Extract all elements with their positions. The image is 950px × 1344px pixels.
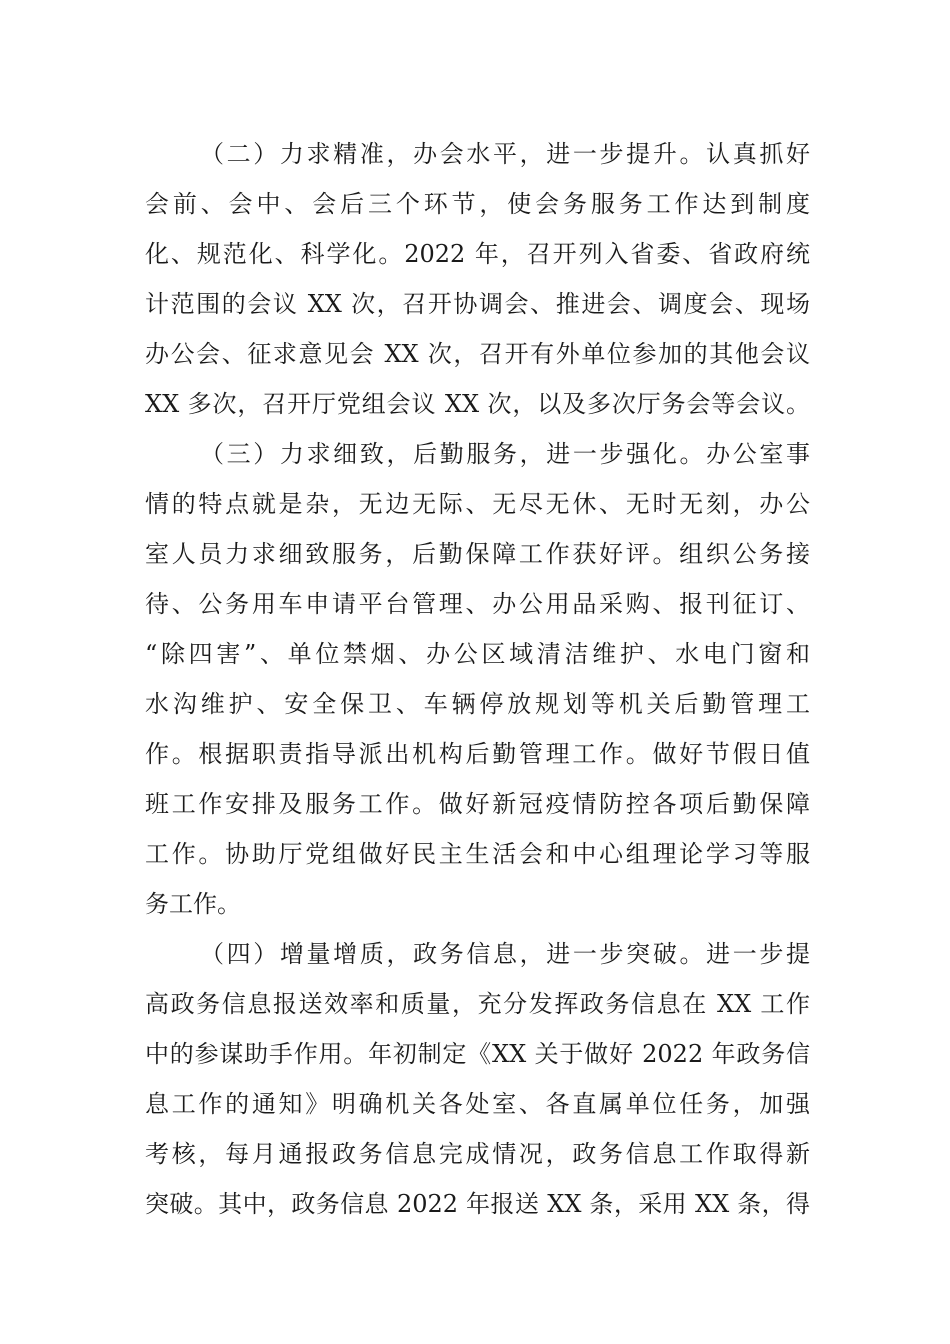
text-line: 室人员力求细致服务，后勤保障工作获好评。组织公务接 <box>145 540 810 568</box>
text-line: XX 多次，召开厅党组会议 XX 次，以及多次厅务会等会议。 <box>145 390 810 418</box>
text-line: 会前、会中、会后三个环节，使会务服务工作达到制度 <box>145 190 810 218</box>
text-line: 突破。其中，政务信息 2022 年报送 XX 条，采用 XX 条，得 <box>145 1190 810 1218</box>
text-line: “除四害”、单位禁烟、办公区域清洁维护、水电门窗和 <box>145 640 810 668</box>
text-line: 务工作。 <box>145 890 241 918</box>
text-line: （二）力求精准，办会水平，进一步提升。认真抓好 <box>200 140 810 168</box>
text-line: 待、公务用车申请平台管理、办公用品采购、报刊征订、 <box>145 590 810 618</box>
text-line: 息工作的通知》明确机关各处室、各直属单位任务，加强 <box>145 1090 810 1118</box>
text-line: （四）增量增质，政务信息，进一步突破。进一步提 <box>200 940 810 968</box>
text-line: （三）力求细致，后勤服务，进一步强化。办公室事 <box>200 440 810 468</box>
text-line: 班工作安排及服务工作。做好新冠疫情防控各项后勤保障 <box>145 790 810 818</box>
text-line: 作。根据职责指导派出机构后勤管理工作。做好节假日值 <box>145 740 810 768</box>
text-line: 考核，每月通报政务信息完成情况，政务信息工作取得新 <box>145 1140 810 1168</box>
text-line: 办公会、征求意见会 XX 次，召开有外单位参加的其他会议 <box>145 340 810 368</box>
text-line: 情的特点就是杂，无边无际、无尽无休、无时无刻，办公 <box>145 490 810 518</box>
text-line: 中的参谋助手作用。年初制定《XX 关于做好 2022 年政务信 <box>145 1040 810 1068</box>
text-line: 工作。协助厅党组做好民主生活会和中心组理论学习等服 <box>145 840 810 868</box>
text-line: 水沟维护、安全保卫、车辆停放规划等机关后勤管理工 <box>145 690 810 718</box>
text-line: 化、规范化、科学化。2022 年，召开列入省委、省政府统 <box>145 240 810 268</box>
text-line: 计范围的会议 XX 次，召开协调会、推进会、调度会、现场 <box>145 290 810 318</box>
text-line: 高政务信息报送效率和质量，充分发挥政务信息在 XX 工作 <box>145 990 810 1018</box>
